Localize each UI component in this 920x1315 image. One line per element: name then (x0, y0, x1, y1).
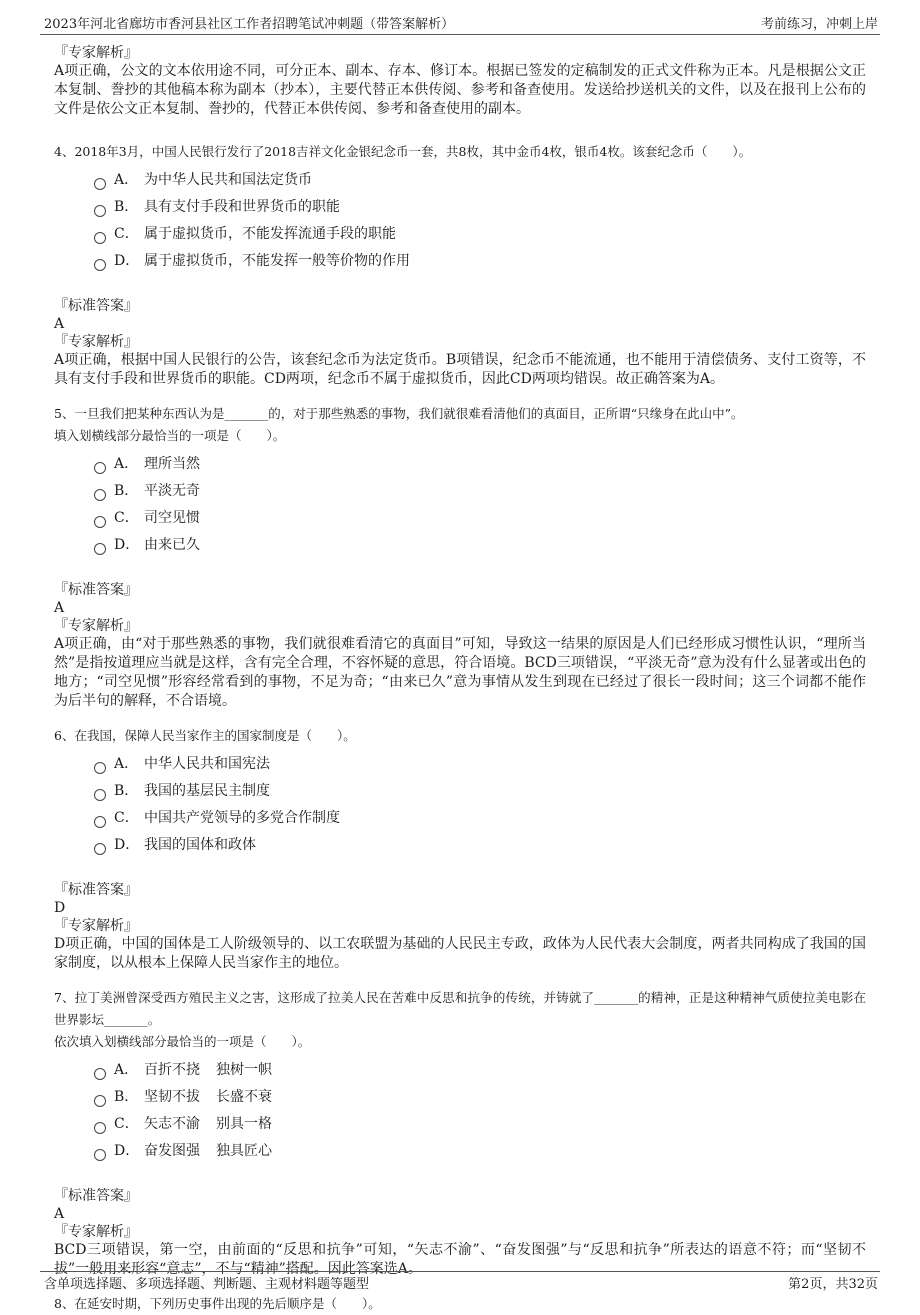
q5-stem: 5、一旦我们把某种东西认为是_______的，对于那些熟悉的事物，我们就很难看清他们的真面目，正所谓“只缘身在此山中”。 (54, 406, 744, 421)
q5-option-c[interactable]: C． 司空见惯 (94, 505, 866, 532)
expert-analysis-label: 『专家解析』 (54, 918, 138, 934)
standard-answer-label: 『标准答案』 (54, 298, 138, 314)
q4-option-a[interactable]: A． 为中华人民共和国法定货币 (94, 167, 866, 194)
q7-option-d[interactable]: D． 奋发图强 独具匠心 (94, 1138, 866, 1165)
radio-icon[interactable] (94, 543, 106, 555)
q5-option-b[interactable]: B． 平淡无奇 (94, 478, 866, 505)
q6-analysis: D项正确，中国的国体是工人阶级领导的、以工农联盟为基础的人民民主专政，政体为人民代表大会制度，两者共同构成了我国的国家制度，以从根本上保障人民当家作主的地位。 (54, 936, 866, 971)
page-number: 第2页，共32页 (788, 1277, 878, 1292)
q4-option-b[interactable]: B． 具有支付手段和世界货币的职能 (94, 194, 866, 221)
radio-icon[interactable] (94, 178, 106, 190)
radio-icon[interactable] (94, 789, 106, 801)
page-header (40, 0, 880, 35)
q6-option-b[interactable]: B． 我国的基层民主制度 (94, 778, 866, 805)
q4-option-d[interactable]: D． 属于虚拟货币，不能发挥一般等价物的作用 (94, 248, 866, 275)
q7-option-b[interactable]: B． 坚韧不拔 长盛不衰 (94, 1084, 866, 1111)
radio-icon[interactable] (94, 516, 106, 528)
q7-stem-instruction: 依次填入划横线部分最恰当的一项是（ ）。 (54, 1034, 311, 1049)
q5-stem-instruction: 填入划横线部分最恰当的一项是（ ）。 (54, 428, 286, 443)
page-content (54, 44, 866, 1315)
expert-analysis-label: 『专家解析』 (54, 1224, 138, 1240)
radio-icon[interactable] (94, 1068, 106, 1080)
q7-analysis: BCD三项错误，第一空，由前面的“反思和抗争”可知，“矢志不渝”、“奋发图强”与“反思和抗争”所表达的语意不符；而“坚韧不拔”一般用来形容“意志”，不与“精神”搭配。因此答案选A。 (54, 1242, 866, 1277)
q6-answer: D (54, 900, 66, 916)
q6-option-a[interactable]: A． 中华人民共和国宪法 (94, 751, 866, 778)
q7-stem: 7、拉丁美洲曾深受西方殖民主义之害，这形成了拉美人民在苦难中反思和抗争的传统，并铸就了_______的精神，正是这种精神气质使拉美电影在世界影坛_______。 (54, 990, 866, 1027)
standard-answer-label: 『标准答案』 (54, 882, 138, 898)
q5-option-a[interactable]: A． 理所当然 (94, 451, 866, 478)
footer-question-types: 含单项选择题、多项选择题、判断题、主观材料题等题型 (44, 1277, 370, 1292)
page-footer (40, 1271, 880, 1303)
expert-analysis-label: 『专家解析』 (54, 618, 138, 634)
header-slogan: 考前练习，冲刺上岸 (760, 17, 878, 32)
q7-options (94, 1057, 866, 1165)
radio-icon[interactable] (94, 1149, 106, 1161)
q6-stem: 6、在我国，保障人民当家作主的国家制度是（ ）。 (54, 728, 356, 743)
radio-icon[interactable] (94, 843, 106, 855)
standard-answer-label: 『标准答案』 (54, 1188, 138, 1204)
radio-icon[interactable] (94, 816, 106, 828)
expert-analysis-label: 『专家解析』 (54, 334, 138, 350)
q6-options (94, 751, 866, 859)
q4-options (94, 167, 866, 275)
radio-icon[interactable] (94, 232, 106, 244)
q4-option-c[interactable]: C． 属于虚拟货币，不能发挥流通手段的职能 (94, 221, 866, 248)
q5-answer: A (54, 600, 65, 616)
radio-icon[interactable] (94, 1095, 106, 1107)
document-title: 2023年河北省廊坊市香河县社区工作者招聘笔试冲刺题（带答案解析） (44, 17, 455, 32)
q7-option-a[interactable]: A． 百折不挠 独树一帜 (94, 1057, 866, 1084)
standard-answer-label: 『标准答案』 (54, 582, 138, 598)
radio-icon[interactable] (94, 462, 106, 474)
q4-analysis: A项正确，根据中国人民银行的公告，该套纪念币为法定货币。B项错误，纪念币不能流通，也不能用于清偿债务、支付工资等，不具有支付手段和世界货币的职能。CD两项，纪念币不属于虚拟货币，因此CD两项均错误。故正确答案为A。 (54, 352, 866, 387)
q7-answer: A (54, 1206, 65, 1222)
q6-option-d[interactable]: D． 我国的国体和政体 (94, 832, 866, 859)
radio-icon[interactable] (94, 762, 106, 774)
radio-icon[interactable] (94, 205, 106, 217)
q7-option-c[interactable]: C． 矢志不渝 别具一格 (94, 1111, 866, 1138)
q5-option-d[interactable]: D． 由来已久 (94, 532, 866, 559)
expert-analysis-label: 『专家解析』 (54, 45, 138, 61)
q8-stem: 8、在延安时期，下列历史事件出现的先后顺序是（ ）。 (54, 1296, 381, 1311)
radio-icon[interactable] (94, 259, 106, 271)
q3-analysis: A项正确，公文的文本依用途不同，可分正本、副本、存本、修订本。根据已签发的定稿制发的正式文件称为正本。凡是根据公文正本复制、誊抄的其他稿本称为副本（抄本），主要代替正本供传阅、参考和备查使用。发送给抄送机关的文件，以及在报刊上公布的文件是依公文正本复制、誊抄的，代替正本供传阅、参考和备查使用的副本。 (54, 63, 866, 117)
radio-icon[interactable] (94, 489, 106, 501)
q6-option-c[interactable]: C． 中国共产党领导的多党合作制度 (94, 805, 866, 832)
radio-icon[interactable] (94, 1122, 106, 1134)
q4-answer: A (54, 316, 65, 332)
q5-options (94, 451, 866, 559)
q4-stem: 4、2018年3月，中国人民银行发行了2018吉祥文化金银纪念币一套，共8枚，其中金币4枚，银币4枚。该套纪念币（ ）。 (54, 144, 752, 159)
q5-analysis: A项正确，由“对于那些熟悉的事物，我们就很难看清它的真面目”可知，导致这一结果的原因是人们已经形成习惯性认识，“理所当然”是指按道理应当就是这样，含有完全合理，不容怀疑的意思，符合语境。BCD三项错误，“平淡无奇”意为没有什么显著或出色的地方；“司空见惯”形容经常看到的事物，不足为奇；“由来已久”意为事情从发生到现在已经过了很长一段时间；这三个词都不能作为后半句的解释，不合语境。 (54, 636, 866, 709)
